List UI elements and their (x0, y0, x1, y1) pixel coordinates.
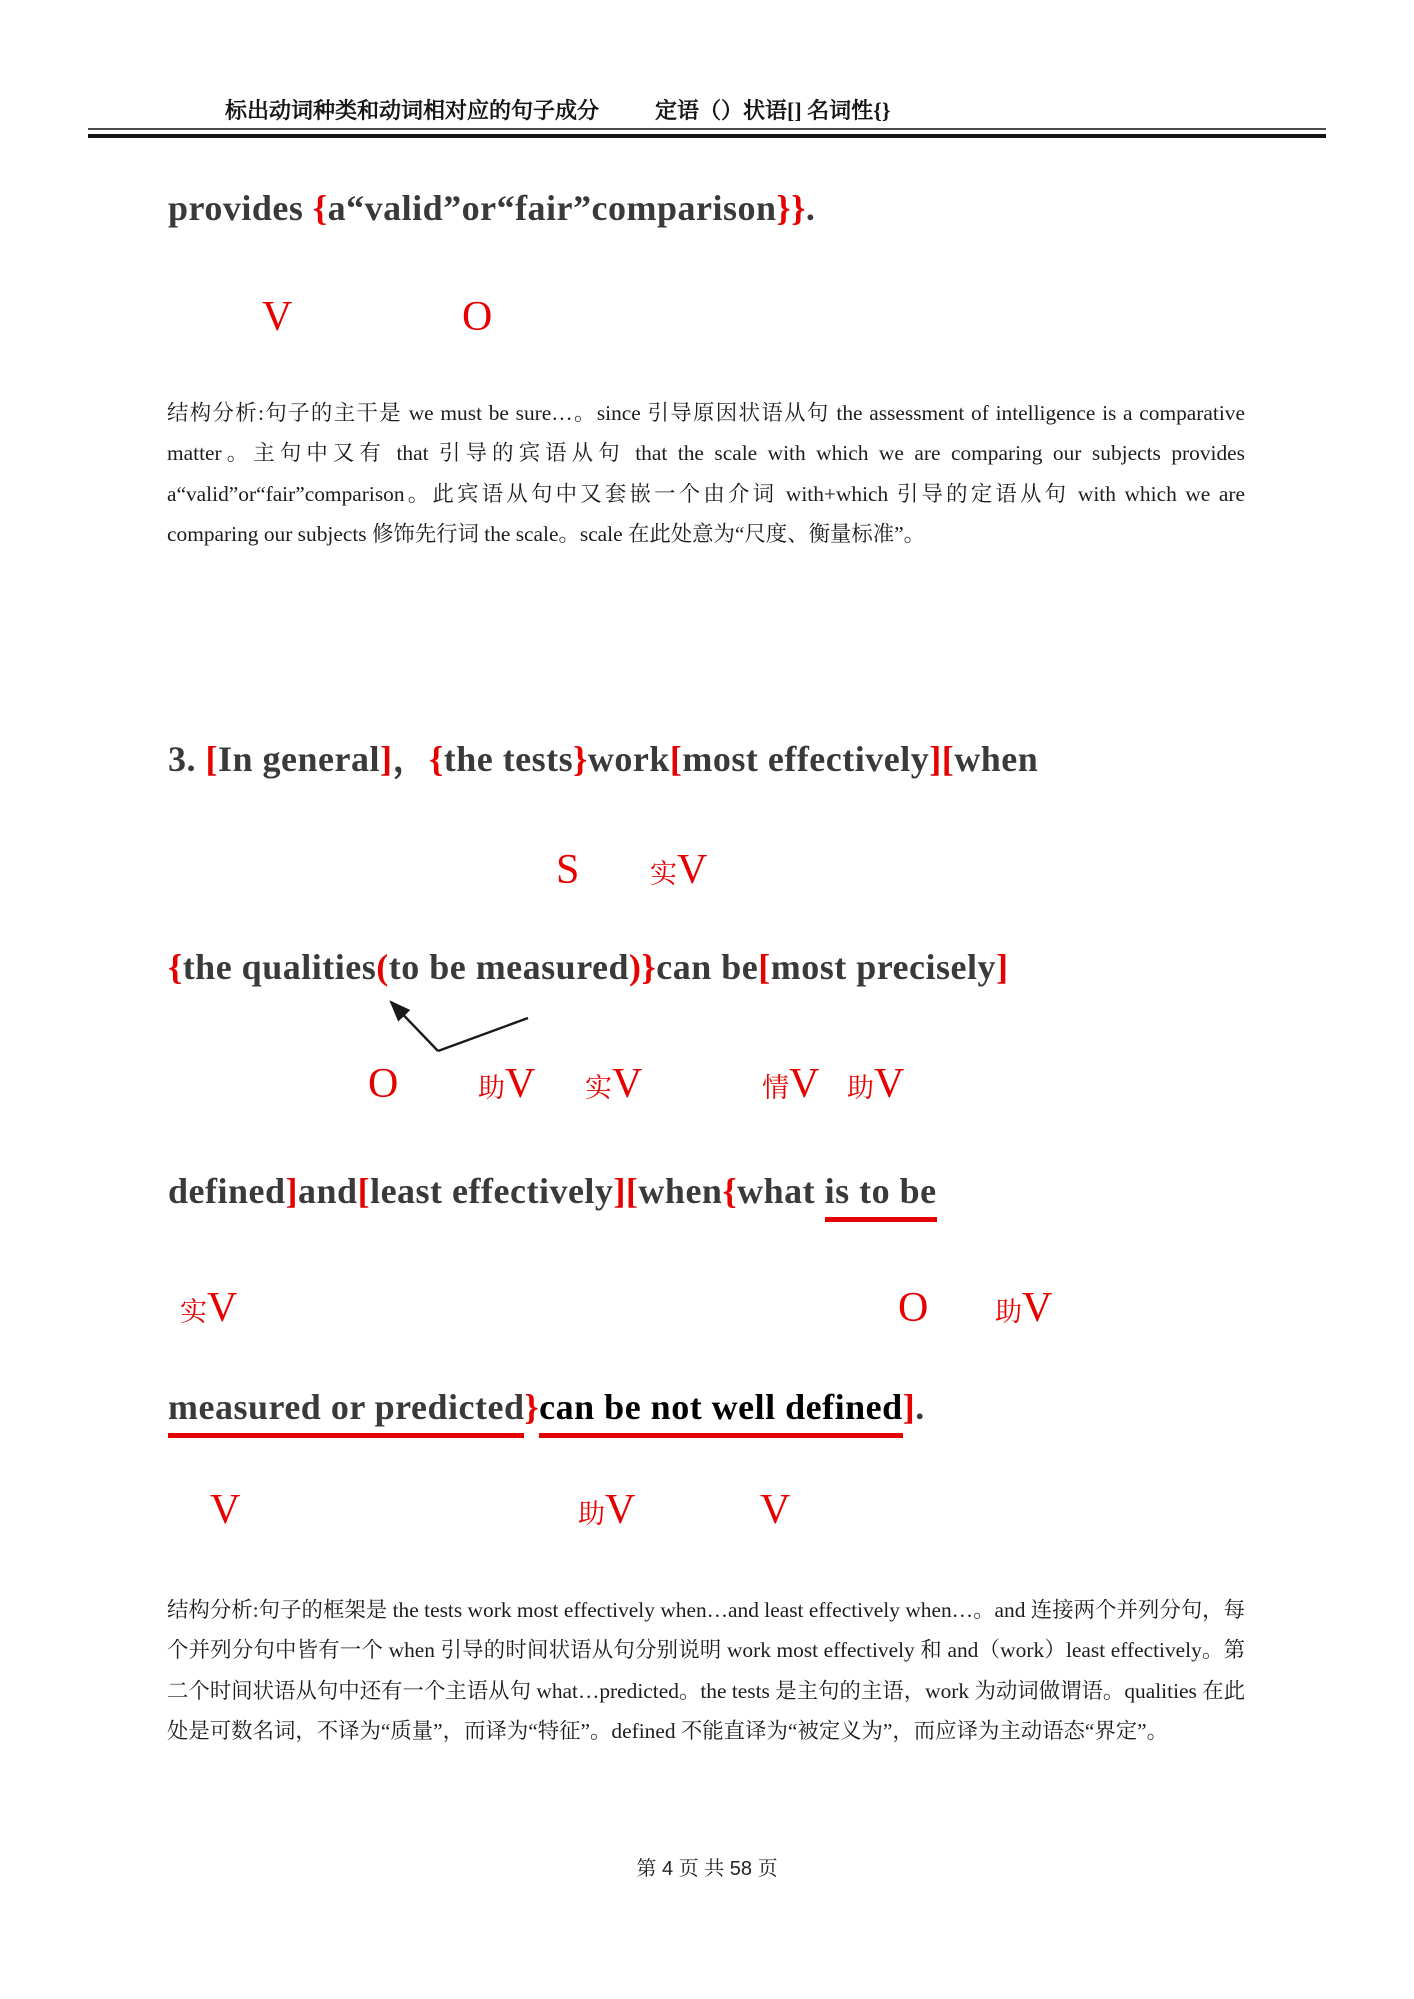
sentence3-line1 (168, 737, 1038, 781)
grammar-marker (650, 846, 707, 903)
grammar-marker-letter: O (898, 1285, 929, 1331)
text-segment: ][ (613, 1171, 639, 1211)
text-segment: defined (168, 1171, 286, 1211)
grammar-marker-letter: V (677, 847, 708, 893)
grammar-marker (210, 1486, 240, 1543)
text-segment: measured or predicted (168, 1387, 524, 1438)
grammar-marker-prefix: 助 (995, 1297, 1022, 1327)
text-segment: )} (629, 947, 657, 987)
grammar-marker-letter: V (262, 294, 293, 340)
grammar-marker (847, 1060, 904, 1117)
page-number-footer: 第 4 页 共 58 页 (636, 1858, 778, 1880)
sentence3-marker-row3 (0, 1284, 1414, 1336)
grammar-marker-prefix: 情 (762, 1073, 789, 1103)
grammar-marker (368, 1060, 398, 1117)
text-segment: most effectively (682, 739, 930, 779)
text-segment: is to be (825, 1171, 937, 1222)
text-segment: what (737, 1171, 825, 1211)
text-segment: } (573, 739, 588, 779)
annotation-arrow-icon (378, 994, 538, 1056)
text-segment: can be not well defined (539, 1387, 903, 1438)
text-segment: [ (357, 1171, 371, 1211)
text-segment: most precisely (770, 947, 997, 987)
grammar-marker (585, 1060, 642, 1117)
text-segment: ， (392, 739, 430, 779)
text-segment: } (524, 1387, 540, 1427)
grammar-marker-letter: O (462, 294, 493, 340)
text-segment: { (312, 188, 328, 228)
sentence3-line3 (168, 1169, 937, 1213)
sentence3-marker-row4 (0, 1486, 1414, 1538)
text-segment: [ (758, 947, 771, 987)
grammar-marker-letter: V (505, 1061, 536, 1107)
grammar-marker (578, 1486, 635, 1543)
sentence3-line4 (168, 1385, 925, 1429)
grammar-marker (762, 1060, 819, 1117)
sentence3-marker-row1 (0, 846, 1414, 898)
grammar-marker-letter: V (1022, 1285, 1053, 1331)
text-segment: 3. (168, 739, 206, 779)
grammar-marker (556, 846, 579, 903)
sentence2-tail-line (168, 186, 815, 230)
text-segment: ] (285, 1171, 299, 1211)
text-segment: }} (776, 188, 806, 228)
grammar-marker-letter: V (210, 1487, 241, 1533)
grammar-marker (180, 1284, 237, 1341)
grammar-marker-letter: V (789, 1061, 820, 1107)
text-segment: to be measured (388, 947, 630, 987)
text-segment: In general (218, 739, 380, 779)
grammar-marker (462, 293, 492, 350)
grammar-marker-letter: V (612, 1061, 643, 1107)
grammar-marker-letter: V (207, 1285, 238, 1331)
text-segment: ] (996, 947, 1009, 987)
text-segment: provides (168, 188, 313, 228)
text-segment: ] (380, 739, 393, 779)
text-segment: when (638, 1171, 723, 1211)
text-segment: { (429, 739, 444, 779)
text-segment: ( (376, 947, 389, 987)
text-segment: when (954, 739, 1039, 779)
grammar-marker-prefix: 助 (578, 1499, 605, 1529)
text-segment: work (587, 739, 670, 779)
text-segment: . (805, 188, 816, 228)
text-segment: { (168, 947, 183, 987)
grammar-marker (995, 1284, 1052, 1341)
grammar-marker (478, 1060, 535, 1117)
text-segment: the tests (443, 739, 574, 779)
grammar-marker-prefix: 实 (650, 859, 677, 889)
header-left-title: 标出动词种类和动词相对应的句子成分 (225, 98, 600, 123)
text-segment: can be (656, 947, 759, 987)
grammar-marker-letter: V (760, 1487, 791, 1533)
text-segment: ][ (929, 739, 955, 779)
sentence3-line2 (168, 945, 1009, 989)
grammar-marker-letter: V (874, 1061, 905, 1107)
grammar-marker (898, 1284, 928, 1341)
grammar-marker-letter: V (605, 1487, 636, 1533)
text-segment: [ (669, 739, 683, 779)
text-segment: { (722, 1171, 738, 1211)
grammar-marker-prefix: 助 (478, 1073, 505, 1103)
text-segment: and (298, 1171, 358, 1211)
text-segment: . (915, 1387, 925, 1427)
text-segment: a“valid”or“fair”comparison (327, 188, 777, 228)
text-segment: [ (205, 739, 218, 779)
sentence2-marker-row (0, 293, 1414, 345)
structure-analysis-paragraph-2: 结构分析:句子的框架是 the tests work most effectively when…and least effectively when…。and 连接两个并列分句，每个并列分句中皆有一个 when 引导的时间状语从句分别说明 work most effectively 和 and（work）least effectively。第二个时间状语从句中还有一个主语从句 what…predicted。the tests 是主句的主语，work 为动词做谓语。qualities 在此处是可数名词，不译为“质量”，而译为“特征”。defined 不能直译为“被定义为”，而应译为主动语态“界定”。 (167, 1598, 1245, 1744)
structure-analysis-paragraph-1: 结构分析:句子的主干是 we must be sure…。since 引导原因状语从句 the assessment of intelligence is a comparative matter。主句中又有 that 引导的宾语从句 that the scale with which we are comparing our subjects provides a“valid”or“fair”comparison。此宾语从句中又套嵌一个由介词 with+which 引导的定语从句 with which we are comparing our subjects 修饰先行词 the scale。scale 在此处意为“尺度、衡量标准”。 (167, 401, 1245, 547)
text-segment: the qualities (182, 947, 377, 987)
sentence3-marker-row2 (0, 1060, 1414, 1112)
grammar-marker-letter: O (368, 1061, 399, 1107)
text-segment: ] (902, 1387, 916, 1427)
grammar-marker-prefix: 助 (847, 1073, 874, 1103)
text-segment: least effectively (370, 1171, 614, 1211)
grammar-marker-prefix: 实 (180, 1297, 207, 1327)
header-right-legend: 定语（）状语[] 名词性{} (655, 98, 891, 123)
header-rule (88, 128, 1326, 138)
grammar-marker (760, 1486, 790, 1543)
grammar-marker (262, 293, 292, 350)
grammar-marker-prefix: 实 (585, 1073, 612, 1103)
grammar-marker-letter: S (556, 847, 580, 893)
